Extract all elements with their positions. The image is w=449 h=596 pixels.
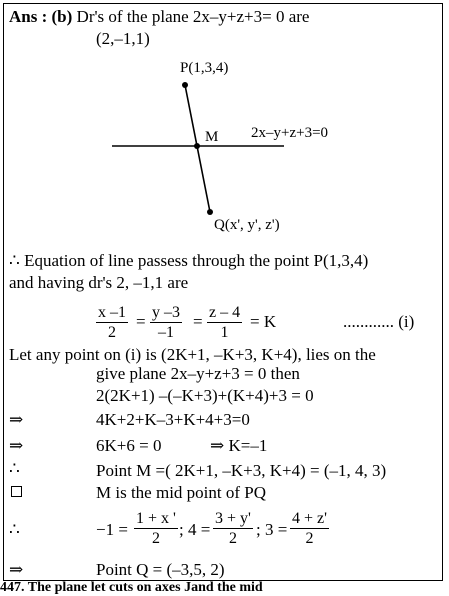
answer-label: Ans : xyxy=(9,7,48,26)
any-point-text: Let any point on (i) is (2K+1, –K+3, K+4), lies on the xyxy=(9,345,376,364)
point-m-dot xyxy=(194,143,200,149)
fraction-z: $\frac{z - 4}{1}$ xyxy=(209,304,241,341)
midpoint-lhs: −1 = xyxy=(96,520,128,539)
midpoint-fraction-y: $\frac{3 + y'}{2}$ xyxy=(215,510,251,547)
step-symbol: ∴ xyxy=(9,520,20,539)
step-text: Point M =( 2K+1, –K+3, K+4) = (–1, 4, 3) xyxy=(96,461,387,480)
next-question-cutoff: 447. The plane let cuts on axes Jand the mid xyxy=(0,580,263,595)
step-text: Point Q = (–3,5, 2) xyxy=(96,560,225,579)
point-m-label: M xyxy=(205,129,219,145)
point-q-dot xyxy=(207,209,213,215)
equals-k: = K xyxy=(250,312,277,331)
step-text: 6K+6 = 0 xyxy=(96,436,162,455)
step-result: ⇒ K=–1 xyxy=(210,436,268,455)
line-equation-intro: ∴ Equation of line passess through the point P(1,3,4) xyxy=(9,251,369,270)
equals-2: = xyxy=(193,312,203,331)
step-text: M is the mid point of PQ xyxy=(96,483,267,502)
fraction-x: $\frac{x -1}{2}$ xyxy=(98,304,126,341)
answer-intro: Dr's of the plane 2x–y+z+3= 0 are xyxy=(76,7,310,26)
plane-drs: (2,–1,1) xyxy=(96,29,150,48)
point-q-label: Q(x', y', z') xyxy=(214,217,280,233)
step-symbol: ⇒ xyxy=(9,560,24,579)
equals-1: = xyxy=(136,312,146,331)
plane-equation-label: 2x–y+z+3=0 xyxy=(251,125,329,141)
step-symbol: ⇒ xyxy=(9,436,24,455)
step-symbol: ∴ xyxy=(9,459,20,478)
square-bullet-icon xyxy=(11,486,22,497)
midpoint-sep-1: ; 4 = xyxy=(179,520,211,539)
answer-option: (b) xyxy=(51,7,73,26)
point-p-dot xyxy=(182,82,188,88)
step-text: 4K+2+K–3+K+4+3=0 xyxy=(96,410,250,429)
step-symbol: ⇒ xyxy=(9,410,24,429)
plane-condition-text: give plane 2x–y+z+3 = 0 then xyxy=(96,364,300,383)
line-drs-text: and having dr's 2, –1,1 are xyxy=(9,273,189,292)
substitution-text: 2(2K+1) –(–K+3)+(K+4)+3 = 0 xyxy=(96,386,314,405)
fraction-y: $\frac{y -3}{-1}$ xyxy=(152,304,180,341)
midpoint-fraction-z: $\frac{4 + z'}{2}$ xyxy=(292,510,328,547)
point-p-label: P(1,3,4) xyxy=(180,60,229,76)
midpoint-fraction-x: $\frac{1 + x '}{2}$ xyxy=(136,510,176,547)
equation-tag: ............ (i) xyxy=(343,312,415,331)
midpoint-sep-2: ; 3 = xyxy=(256,520,288,539)
